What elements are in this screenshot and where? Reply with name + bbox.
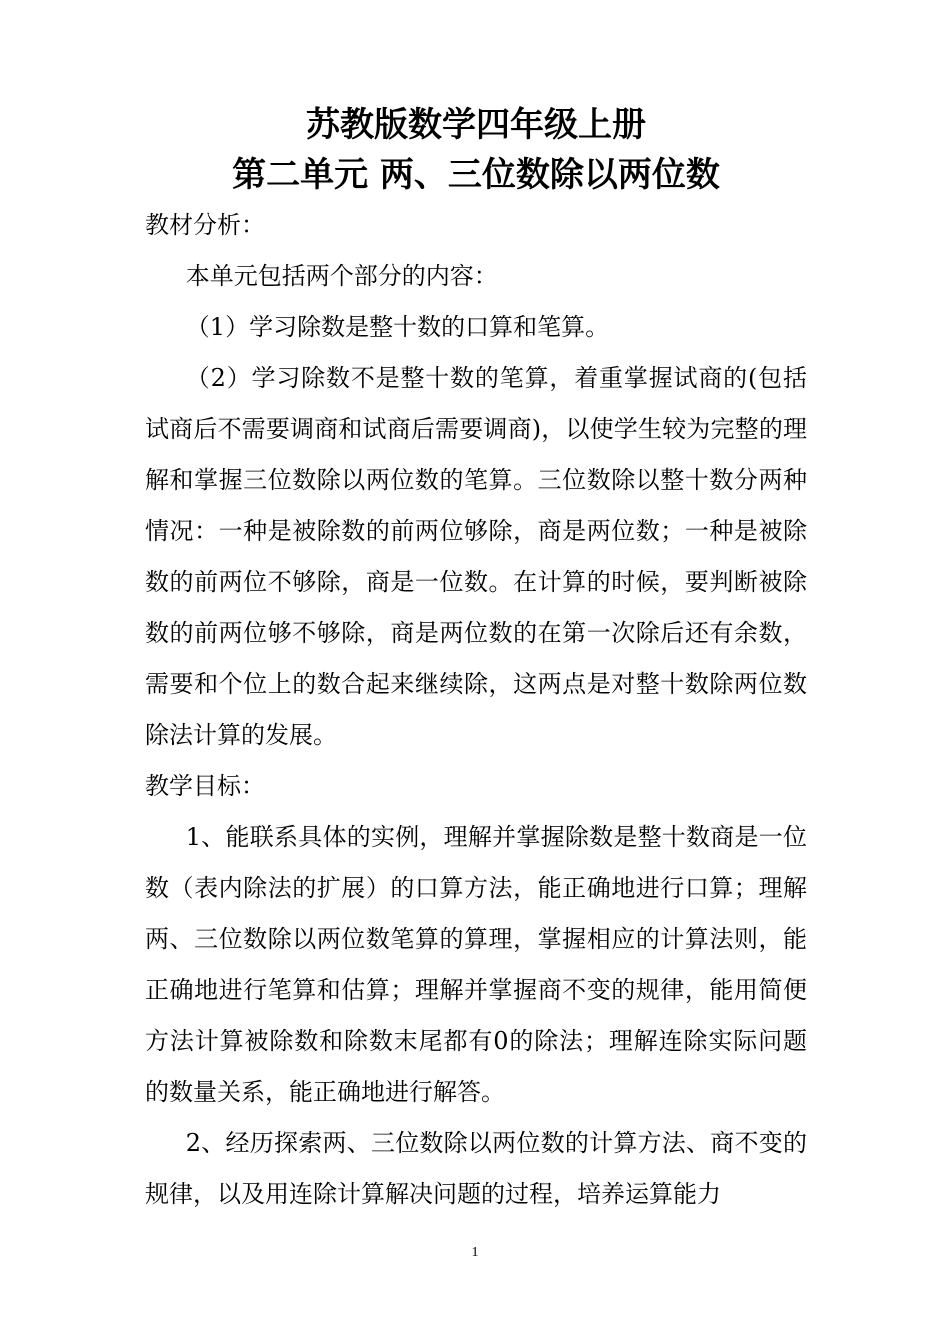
section-teaching-goals xyxy=(145,761,807,1220)
section-heading: 教材分析： xyxy=(145,211,265,239)
paragraph: 本单元包括两个部分的内容： xyxy=(185,262,498,290)
paragraph: 2、经历探索两、三位数除以两位数的计算方法、商不变的规律，以及用连除计算解决问题的过程，培养运算能力 xyxy=(145,1129,807,1208)
section-heading: 教学目标： xyxy=(145,772,265,800)
page-number: 1 xyxy=(471,1245,479,1260)
unit-title: 第二单元 两、三位数除以两位数 xyxy=(232,155,720,195)
paragraph: 1、能联系具体的实例，理解并掌握除数是整十数商是一位数（表内除法的扩展）的口算方法，能正确地进行口算；理解两、三位数除以两位数笔算的算理，掌握相应的计算法则，能正确地进行笔算和估算；理解并掌握商不变的规律，能用简便方法计算被除数和除数末尾都有0的除法；理解连除实际问题的数量关系，能正确地进行解答。 xyxy=(145,823,807,1106)
paragraph: （2）学习除数不是整十数的笔算，着重掌握试商的(包括试商后不需要调商和试商后需要调商)，以使学生较为完整的理解和掌握三位数除以两位数的笔算。三位数除以整十数分两种情况：一种是被除数的前两位够除，商是两位数；一种是被除数的前两位不够除，商是一位数。在计算的时候，要判断被除数的前两位够不够除，商是两位数的在第一次除后还有余数，需要和个位上的数合起来继续除，这两点是对整十数除两位数除法计算的发展。 xyxy=(145,364,807,749)
paragraph: （1）学习除数是整十数的口算和笔算。 xyxy=(185,313,610,341)
section-material-analysis xyxy=(145,200,807,761)
document-title: 苏教版数学四年级上册 xyxy=(306,105,646,145)
page-content xyxy=(145,100,807,1220)
